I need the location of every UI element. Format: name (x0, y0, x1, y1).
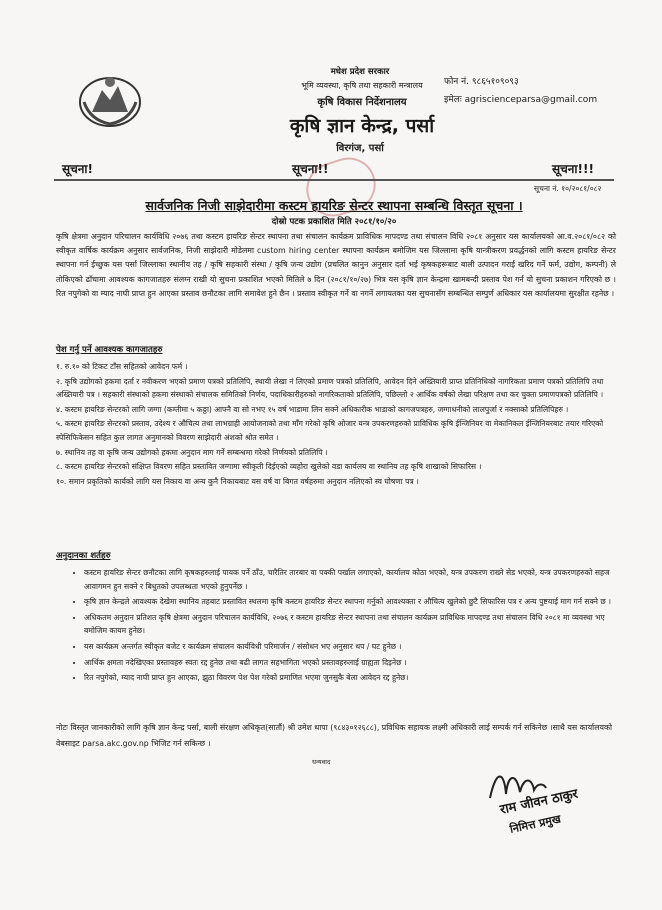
list-item: • कस्टम हायरिङ सेन्टर छनौटका लागि कृषकहरुलाई पायक पर्ने ठाँउ, चारैतिर तारबार वा पक्की पर्खाल लगाएको, कार्यालय कोठा भएको, यन्त्र उपकरण राख्ने सेड भएको, यन्त्र उपकरणहरुको सहज आवागमन हुन सक्ने र बिधुतको उपलब्धता भएको हुनुपर्नेछ । (84, 566, 624, 593)
list-item: • कृषि ज्ञान केन्द्रले आवश्यक देखेमा स्थानिय तहबाट प्रस्तावित स्थलमा कृषि कस्टम हायरिङ सेन्टर स्थापना गर्नुको आवश्यक्ता र औचित्य खुलेको छुटै सिफारिस पत्र र अन्य पुष्टयाई माग गर्न सक्ने छ । (84, 595, 624, 609)
list-item: ७. स्थानिय तह वा कृषि जन्य उद्योगको हकमा अनुदान माग गर्ने सम्बन्धमा गरेको निर्णयको प्रतिलिपि । (56, 447, 328, 457)
list-item: २. कृषि उद्योगको हकमा दर्ता र नवीकरण भएको प्रमाण पत्रको प्रतिलिपि, स्थायी लेखा नं लिएको प्रमाण पत्रको प्रतिलिपि, आवेदन दिने अख्तियारी प्राप्त प्रतिनिधिको नागरिकता प्रमाण पत्रको प्रतिलिपि तथा अख्तियारी पत्र । सहकारी संस्थाको हकमा संस्थाको संचालक समितिको निर्णय, पदाधिकारीहरुको नागरिकताको प्रतिलिपि, पछिल्लो २ आर्थिक वर्षको लेखा परिक्षण तथा कर चुक्ता प्रमाणपत्रको प्रतिलिपि । (56, 376, 604, 400)
conditions-heading: अनुदानका शर्तहरु (56, 551, 111, 561)
list-item: • अधिकतम अनुदान प्रतिशत कृषि क्षेत्रमा अनुदान परिचालन कार्यविधि, २०७६ र कस्टम हायरिङ सेन्टर स्थापना तथा संचालन कार्यक्रम प्राविधिक मापदण्ड तथा संचालन विधि २०८१ मा व्यवस्था भए बमोजिम कायम हुनेछ। (84, 611, 624, 638)
documents-heading: पेश गर्नु पर्ने आवश्यक कागजातहरु (56, 345, 163, 355)
list-item: १. रु.१० को टिकट टाँस सहितको आवेदन फर्म । (56, 362, 188, 371)
office-name: कृषि ज्ञान केन्द्र, पर्सा (289, 115, 435, 137)
notice-label-right: सूचना!!! (552, 162, 594, 176)
reference-number: सूचना नं. १०/२०८१/०८२ (534, 184, 602, 193)
list-item: ८. कस्टम हायरिङ सेन्टरको संक्षिप्त विवरण सहित प्रस्तावित जग्गामा स्वीकृती दिईएको व्यहोरा खुलेको वडा कार्यलय वा स्थानिय तह कृषि शाखाको सिफारिस । (56, 462, 482, 472)
signatory-title: निमित्त प्रमुख (508, 812, 562, 836)
ministry-name: भूमि व्यवस्था, कृषि तथा सहकारी मन्त्रालय (301, 81, 423, 90)
province-name: मधेश प्रदेश सरकार (330, 67, 390, 77)
email-address: इमेलः agriscienceparsa@gmail.com (444, 95, 598, 105)
government-emblem-icon (78, 72, 142, 128)
header-divider (54, 179, 614, 181)
phone-number: फोन नं. ९८६५१०९०९३ (444, 77, 519, 87)
list-item: ४. कस्टम हायरिङ सेन्टरको लागि जग्गा (कम्तीमा ५ कठ्ठा) आफ्नै वा सो नभए १५ वर्ष भाडामा लिन सक्ने अधिकारीक भाडाको कागजपत्रहरु, जग्गाधनीको लालपुर्जा र नक्साको प्रतिलिपिहरु । (56, 404, 569, 414)
thanks-text: धन्यवाद (312, 758, 331, 766)
notice-label-left: सूचना! (62, 162, 93, 176)
list-item: १०. समान प्रकृतिको कार्यको लागि यस निकाय वा अन्य कुनै निकायबाट यस वर्ष वा बिगत वर्षहरुमा अनुदान नलिएको स्व घोषणा पत्र । (56, 476, 419, 486)
contact-note: नोटः विस्तृत जानकारीको लागि कृषि ज्ञान केन्द्र पर्सा, बाली संरक्षण अधिकृत(सातौं) श्री उमेश थापा (९८४३०१२६८८), प्रविधिक सहायक लक्ष्मी अधिकारी लाई सम्पर्क गर्न सकिनेछ ।साथै यस कार्यालयको वेबसाइट parsa.akc.gov.np भिजिट गर्न सकिन्छ । (56, 723, 613, 748)
list-item: • आर्थिक क्षमता नदेखिएका प्रस्तावहरु स्वतः रद्द हुनेछ तथा बढी लागत सहभागिता भएको प्रस्तावहरुलाई ग्राह्यता दिइनेछ । (84, 656, 624, 670)
documents-list (56, 360, 614, 489)
office-city: विरगंज, पर्सा (336, 143, 384, 154)
intro-paragraph: कृषि क्षेत्रमा अनुदान परिचालन कार्यविधि २०७६ तथा कस्टम हायरिङ सेन्टर स्थापना तथा संचालन कार्यक्रम प्राविधिक मापदण्ड तथा संचालन विधि २०८१ अनुसार यस कार्यालयको आ.व.२०८१/०८२ को स्वीकृत वार्षिक कार्यक्रम अनुसार सार्वजनिक, निजी साझेदारी मोडेलमा custom hiring center स्थापना कार्यक्रम बमोजिम यस जिल्लामा कृषि यान्त्रीकरण प्रवर्द्धनको लागि कस्टम हायरिङ सेन्टर स्थापना गर्न ईच्छुक यस पर्सा जिल्लाका स्थानीय तह / कृषि सहकारी संस्था / कृषि जन्य उद्योग (प्रचलित कानुन अनुसार दर्ता भई कृषकहरूबाट बाली उत्पादन गराई खरिद गर्ने फर्म, उद्योग, कम्पनी) ले तोकिएको ढाँचामा आवश्यक कागजातहरु संलग्न राखी यो सुचना प्रकाशित भएको मितिले ७ दिन (२०८१/१०/२७) भित्र यस कृषि ज्ञान केन्द्रमा खामबन्दी प्रस्ताव पेश गर्न यो सुचना प्रकाशन गरिएको छ । रित नपुगेको वा म्याद नाघी प्राप्त हुन आएका प्रस्ताव छनौटका लागि समावेश हुने छैन । प्रस्ताव स्वीकृत गर्ने वा नगर्ने लगायतका यस सुचनासँग सम्बन्धित सम्पुर्ण अधिकार यस कार्यालयमा सुरक्षीत रहनेछ । (56, 232, 616, 298)
list-item: • रित नपुगेको, म्याद नाघी प्राप्त हुन आएका, झुठा विवरण पेश पेश गरेको प्रमाणित भएमा जुनसुकै बेला आवेदन रद्द हुनेछ। (84, 671, 624, 685)
directorate-name: कृषि विकास निर्देशनालय (317, 97, 407, 108)
publication-date: दोस्रो पटक प्रकाशित मिति २०८१/१०/२० (271, 217, 397, 227)
signatory-name: राम जीवन ठाकुर (498, 786, 580, 818)
notice-label-center: सूचना!! (292, 162, 329, 176)
conditions-list (70, 566, 624, 687)
list-item: • यस कार्यक्रम अन्तर्गत स्वीकृत बजेट र कार्यक्रम संचालन कार्यविधी परिमार्जन / संसोधन भए अनुसार थप / घट हुनेछ । (84, 640, 624, 654)
list-item: ५. कस्टम हायरिङ सेन्टरको प्रस्ताव, उदेश्य र औचित्य तथा लाभग्राही आयोजनाको तथा माँग गरेको कृषि ओजार यन्त्र उपकरणहरुको प्राविधिक कृषि ईन्जिनियर वा मेकानिकल ईन्जिनियरबाट तयार गरिएको स्पेसिफिकेसन सहित कुल लागत अनुमानको विवरण साझेदारी अंशको श्रोत समेत । (56, 419, 604, 442)
notice-title: सार्वजनिक निजी साझेदारीमा कस्टम हायरिङ सेन्टर स्थापना सम्बन्धि विस्तृत सूचना । (145, 198, 523, 213)
